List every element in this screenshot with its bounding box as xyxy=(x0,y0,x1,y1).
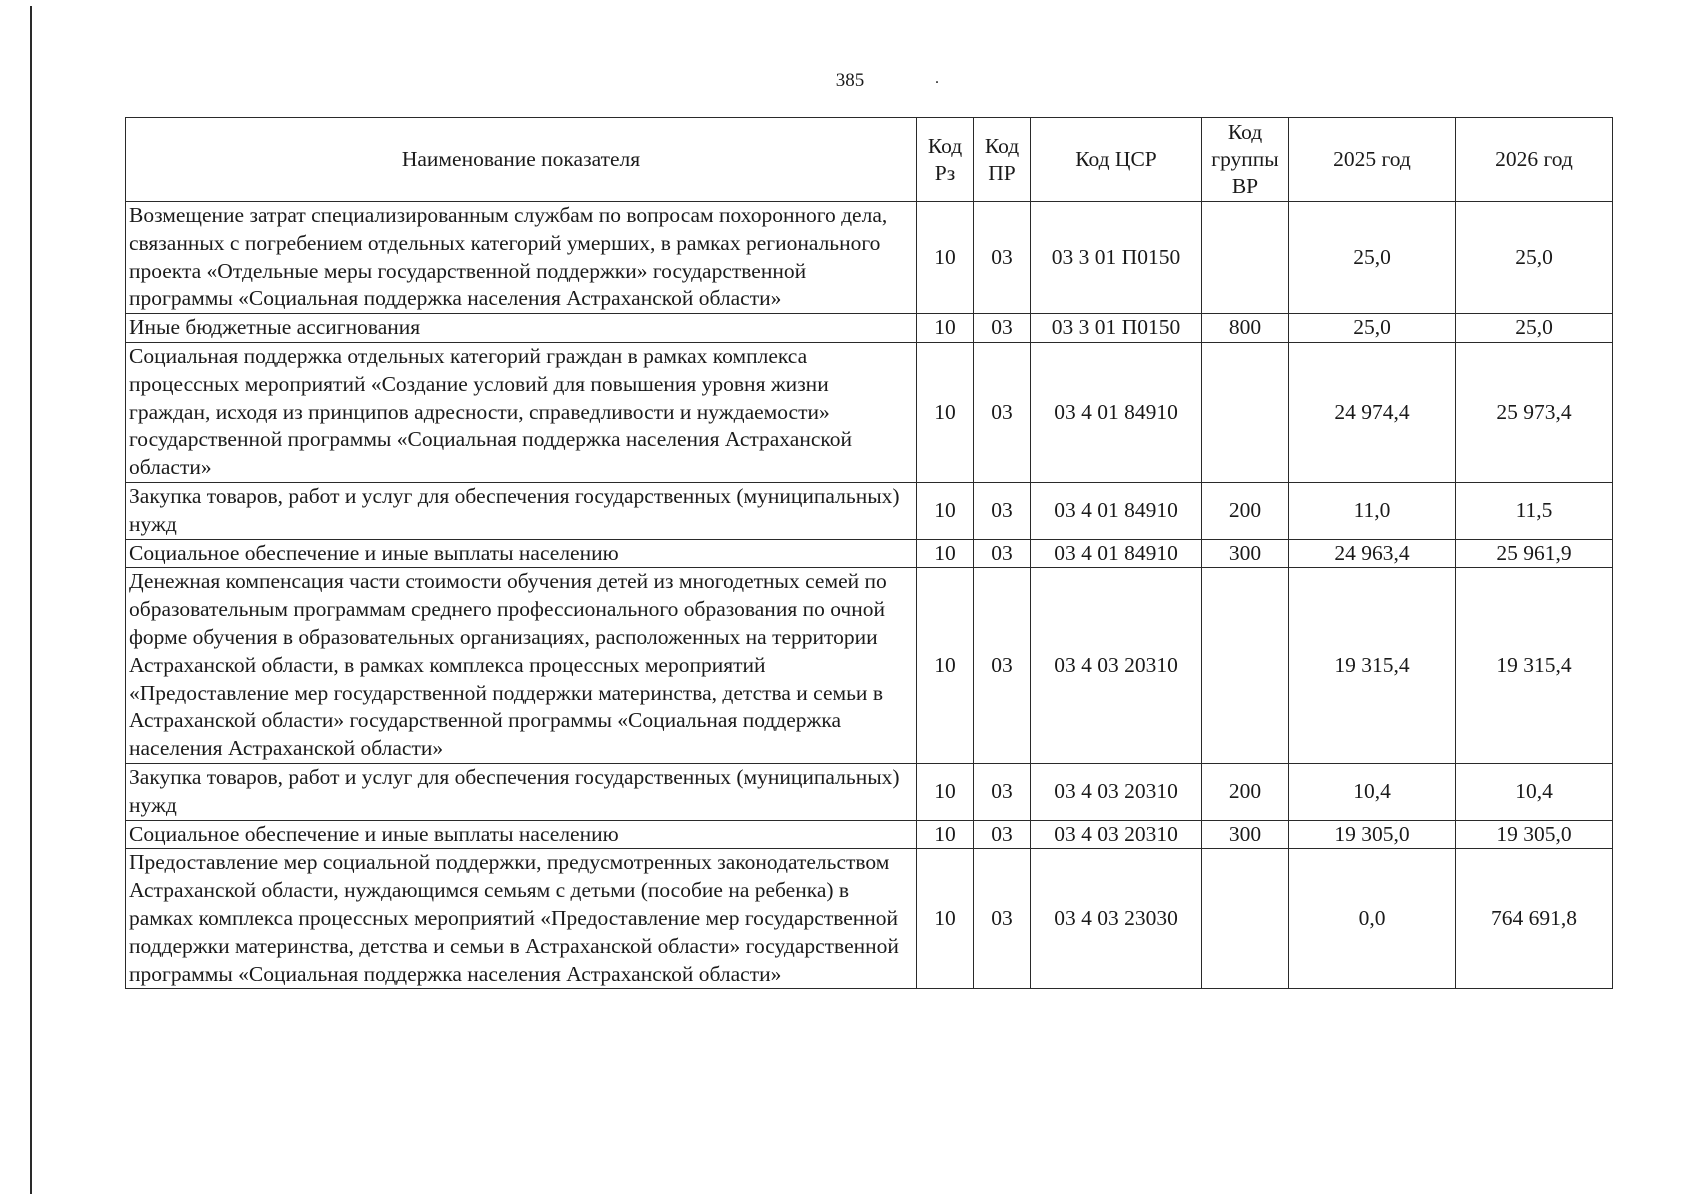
budget-table xyxy=(125,117,1613,989)
row-csr: 03 3 01 П0150 xyxy=(1031,314,1202,343)
row-rz: 10 xyxy=(917,849,974,989)
row-name: Предоставление мер социальной поддержки, предусмотренных законодательством Астраханской области, нуждающимся семьям с детьми (пособие на ребенка) в рамках комплекса процессных мероприятий «Предоставление мер государственной поддержки материнства, детства и семьи в Астраханской области» государственной программы «Социальная поддержка населения Астраханской области» xyxy=(126,849,917,989)
row-name: Социальное обеспечение и иные выплаты населению xyxy=(126,820,917,849)
row-name: Возмещение затрат специализированным службам по вопросам похоронного дела, связанных с погребением отдельных категорий умерших, в рамках регионального проекта «Отдельные меры государственной поддержки» государственной программы «Социальная поддержка населения Астраханской области» xyxy=(126,202,917,314)
row-pr: 03 xyxy=(974,849,1031,989)
row-csr: 03 4 01 84910 xyxy=(1031,539,1202,568)
row-pr: 03 xyxy=(974,314,1031,343)
page-dot-mark: . xyxy=(935,70,939,87)
row-pr: 03 xyxy=(974,202,1031,314)
row-vr: 300 xyxy=(1202,820,1289,849)
header-2026: 2026 год xyxy=(1456,118,1613,202)
row-rz: 10 xyxy=(917,568,974,764)
header-pr: Код ПР xyxy=(974,118,1031,202)
table-row xyxy=(126,482,1613,539)
table-header-row xyxy=(126,118,1613,202)
row-2026: 25,0 xyxy=(1456,202,1613,314)
row-rz: 10 xyxy=(917,539,974,568)
row-rz: 10 xyxy=(917,820,974,849)
row-2025: 0,0 xyxy=(1289,849,1456,989)
row-name: Иные бюджетные ассигнования xyxy=(126,314,917,343)
row-pr: 03 xyxy=(974,763,1031,820)
row-2026: 19 315,4 xyxy=(1456,568,1613,764)
row-pr: 03 xyxy=(974,568,1031,764)
row-2026: 19 305,0 xyxy=(1456,820,1613,849)
row-vr: 200 xyxy=(1202,482,1289,539)
row-csr: 03 4 01 84910 xyxy=(1031,482,1202,539)
row-rz: 10 xyxy=(917,763,974,820)
row-2025: 10,4 xyxy=(1289,763,1456,820)
row-rz: 10 xyxy=(917,202,974,314)
row-2026: 10,4 xyxy=(1456,763,1613,820)
table-row xyxy=(126,314,1613,343)
row-2025: 24 963,4 xyxy=(1289,539,1456,568)
row-pr: 03 xyxy=(974,539,1031,568)
row-pr: 03 xyxy=(974,820,1031,849)
row-name: Закупка товаров, работ и услуг для обеспечения государственных (муниципальных) нужд xyxy=(126,482,917,539)
row-2026: 25 961,9 xyxy=(1456,539,1613,568)
header-2025: 2025 год xyxy=(1289,118,1456,202)
table-row xyxy=(126,342,1613,482)
table-row xyxy=(126,202,1613,314)
row-pr: 03 xyxy=(974,342,1031,482)
table-row xyxy=(126,849,1613,989)
row-csr: 03 4 03 20310 xyxy=(1031,763,1202,820)
row-2025: 24 974,4 xyxy=(1289,342,1456,482)
row-2026: 11,5 xyxy=(1456,482,1613,539)
header-csr: Код ЦСР xyxy=(1031,118,1202,202)
row-2025: 19 315,4 xyxy=(1289,568,1456,764)
row-vr xyxy=(1202,849,1289,989)
table-row xyxy=(126,568,1613,764)
row-2026: 25,0 xyxy=(1456,314,1613,343)
row-vr xyxy=(1202,202,1289,314)
row-vr xyxy=(1202,342,1289,482)
row-csr: 03 4 03 20310 xyxy=(1031,568,1202,764)
row-2025: 11,0 xyxy=(1289,482,1456,539)
row-vr xyxy=(1202,568,1289,764)
header-name: Наименование показателя xyxy=(126,118,917,202)
row-rz: 10 xyxy=(917,314,974,343)
row-csr: 03 4 03 20310 xyxy=(1031,820,1202,849)
row-rz: 10 xyxy=(917,342,974,482)
row-2025: 25,0 xyxy=(1289,314,1456,343)
table-row xyxy=(126,820,1613,849)
row-2026: 764 691,8 xyxy=(1456,849,1613,989)
header-rz: Код Рз xyxy=(917,118,974,202)
row-2025: 25,0 xyxy=(1289,202,1456,314)
row-csr: 03 4 03 23030 xyxy=(1031,849,1202,989)
row-csr: 03 4 01 84910 xyxy=(1031,342,1202,482)
row-name: Денежная компенсация части стоимости обучения детей из многодетных семей по образовательным программам среднего профессионального образования по очной форме обучения в образовательных организациях, расположенных на территории Астраханской области, в рамках комплекса процессных мероприятий «Предоставление мер государственной поддержки материнства, детства и семьи в Астраханской области» государственной программы «Социальная поддержка населения Астраханской области» xyxy=(126,568,917,764)
row-name: Закупка товаров, работ и услуг для обеспечения государственных (муниципальных) нужд xyxy=(126,763,917,820)
row-rz: 10 xyxy=(917,482,974,539)
row-2026: 25 973,4 xyxy=(1456,342,1613,482)
row-2025: 19 305,0 xyxy=(1289,820,1456,849)
table-row xyxy=(126,539,1613,568)
row-vr: 800 xyxy=(1202,314,1289,343)
header-vr: Код группы ВР xyxy=(1202,118,1289,202)
row-name: Социальная поддержка отдельных категорий граждан в рамках комплекса процессных мероприятий «Создание условий для повышения уровня жизни граждан, исходя из принципов адресности, справедливости и нуждаемости» государственной программы «Социальная поддержка населения Астраханской области» xyxy=(126,342,917,482)
table-row xyxy=(126,763,1613,820)
row-pr: 03 xyxy=(974,482,1031,539)
page-number: 385 xyxy=(835,70,865,91)
row-name: Социальное обеспечение и иные выплаты населению xyxy=(126,539,917,568)
row-vr: 200 xyxy=(1202,763,1289,820)
binding-margin-line xyxy=(30,6,32,1194)
row-vr: 300 xyxy=(1202,539,1289,568)
row-csr: 03 3 01 П0150 xyxy=(1031,202,1202,314)
